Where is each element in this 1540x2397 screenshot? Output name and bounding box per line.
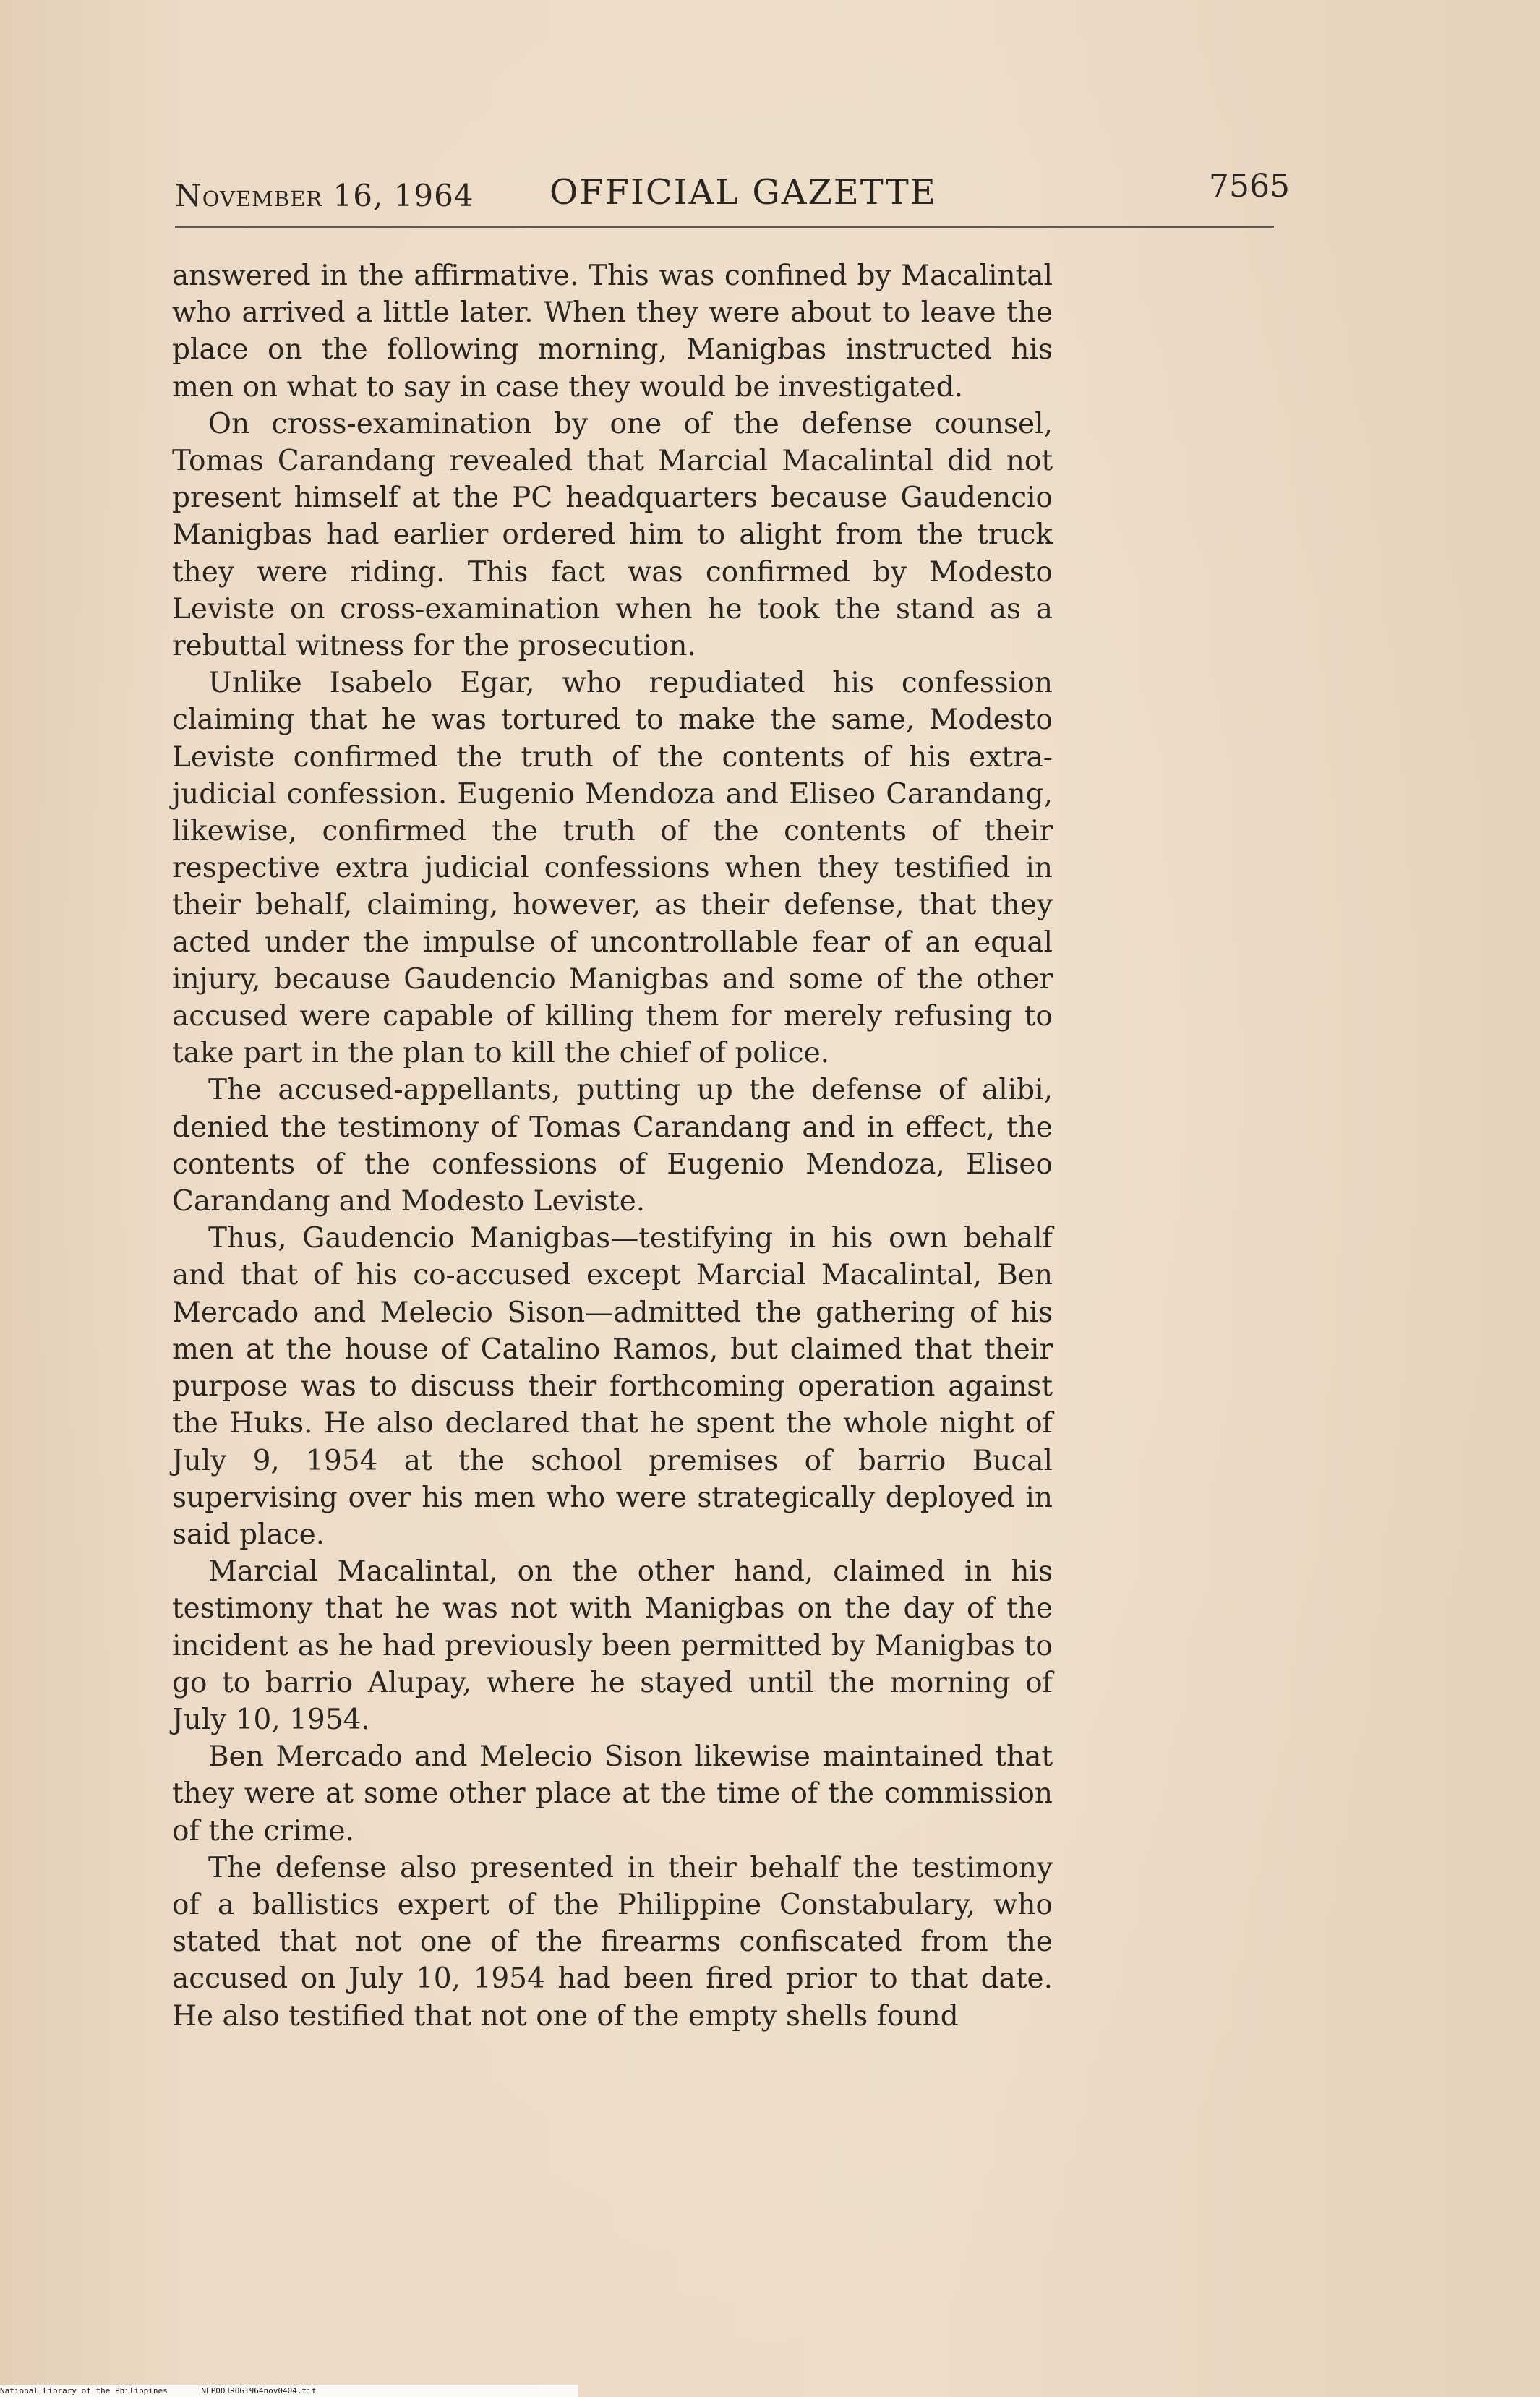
paragraph: Unlike Isabelo Egar, who repudiated his confession claiming that he was tortured to make the same, Modesto Leviste confirmed the truth of the contents of his extra-judicial confession. Eugenio Mendoza and Eliseo Carandang, likewise, confirmed the truth of the contents of their respective extra judicial confessions when they testified in their behalf, claiming, however, as their defense, that they acted under the impulse of uncontrollable fear of an equal injury, because Gaudencio Manigbas and some of the other accused were capable of killing them for merely refusing to take part in the plan to kill the chief of police. xyxy=(172,667,1053,1070)
paragraph: Marcial Macalintal, on the other hand, claimed in his testimony that he was not with Manigbas on the day of the incident as he had previously been permitted by Manigbas to go to barrio Alupay, where he stayed until the morning of July 10, 1954. xyxy=(172,1555,1053,1736)
page-number: 7565 xyxy=(1209,168,1290,205)
paragraph: Ben Mercado and Melecio Sison likewise maintained that they were at some other place at the time of the commission of the crime. xyxy=(172,1740,1053,1847)
header-date: November 16, 1964 xyxy=(175,178,474,213)
scan-footer xyxy=(0,2385,578,2397)
paragraph: The accused-appellants, putting up the defense of alibi, denied the testimony of Tomas Carandang and in effect, the contents of the confessions of Eugenio Mendoza, Eliseo Carandang and Modesto Leviste. xyxy=(172,1074,1053,1218)
header-rule xyxy=(175,226,1274,228)
footer-source: National Library of the Philippines xyxy=(0,2386,168,2396)
page-header xyxy=(175,168,1290,218)
body-text xyxy=(172,257,1053,2035)
footer-file: NLP00JROG1964nov0404.tif xyxy=(201,2386,317,2396)
paragraph: Thus, Gaudencio Manigbas—testifying in his own behalf and that of his co-accused except Marcial Macalintal, Ben Mercado and Melecio Sison—admitted the gathering of his men at the house of Catalino Ramos, but claimed that their purpose was to discuss their forthcoming operation against the Huks. He also declared that he spent the whole night of July 9, 1954 at the school premises of barrio Bucal supervising over his men who were strategically deployed in said place. xyxy=(172,1222,1053,1551)
paragraph: answered in the affirmative. This was confined by Macalintal who arrived a little later. When they were about to leave the place on the following morning, Manigbas instructed his men on what to say in case they would be investigated. xyxy=(172,260,1053,403)
paragraph: The defense also presented in their behalf the testimony of a ballistics expert of the Philippine Constabulary, who stated that not one of the firearms confiscated from the accused on July 10, 1954 had been fired prior to that date. He also testified that not one of the empty shells found xyxy=(172,1851,1053,2033)
paragraph: On cross-examination by one of the defense counsel, Tomas Carandang revealed that Marcial Macalintal did not present himself at the PC headquarters because Gaudencio Manigbas had earlier ordered him to alight from the truck they were riding. This fact was confirmed by Modesto Leviste on cross-examination when he took the stand as a rebuttal witness for the prosecution. xyxy=(172,407,1053,663)
header-title: OFFICIAL GAZETTE xyxy=(549,172,937,213)
